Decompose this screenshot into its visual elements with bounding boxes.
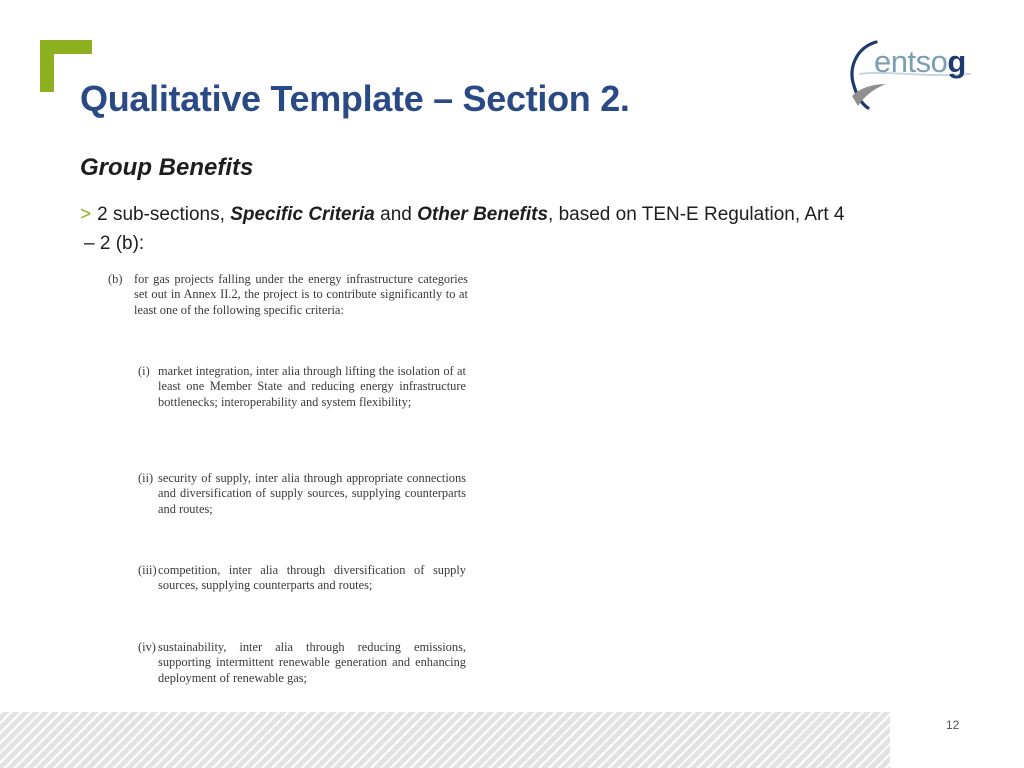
excerpt-item-iii xyxy=(108,563,468,594)
excerpt-item-i xyxy=(108,364,468,410)
bullet-text-before: 2 sub-sections, xyxy=(97,204,231,225)
bullet-point xyxy=(80,200,1000,258)
excerpt-item-text: security of supply, inter alia through appropriate connections and diversification of supply sources, supplying counterparts and routes; xyxy=(158,471,466,516)
entsog-logo xyxy=(846,34,986,114)
excerpt-item-number: (ii) xyxy=(138,471,154,485)
excerpt-item-ii xyxy=(108,471,468,517)
excerpt-item-number: (i) xyxy=(138,364,150,378)
excerpt-item-number: (iv) xyxy=(138,640,156,654)
excerpt-item-b xyxy=(108,272,468,318)
excerpt-item-text: market integration, inter alia through lifting the isolation of at least one Member State and reducing energy infrastructure bottlenecks; interoperability and system flexibility; xyxy=(158,364,466,409)
bullet-emphasis-other-benefits: Other Benefits xyxy=(417,204,549,225)
bullet-line-1 xyxy=(80,200,1000,229)
corner-bracket-vertical xyxy=(40,40,54,92)
bullet-text-after: , based on TEN-E Regulation, Art 4 xyxy=(548,204,845,225)
excerpt-item-iv xyxy=(108,640,468,686)
excerpt-item-text: sustainability, inter alia through reducing emissions, supporting intermittent renewable generation and enhancing deployment of renewable gas; xyxy=(158,640,466,685)
excerpt-item-number: (b) xyxy=(108,272,123,286)
logo-wordmark xyxy=(874,44,966,80)
logo-wordmark-accent: g xyxy=(947,44,966,79)
page-number: 12 xyxy=(946,718,960,732)
bullet-text-mid: and xyxy=(374,204,418,225)
excerpt-item-number: (iii) xyxy=(138,563,157,577)
logo-wordmark-main: entso xyxy=(874,44,948,79)
slide-subtitle: Group Benefits xyxy=(80,154,254,181)
bullet-marker: > xyxy=(80,204,92,225)
bullet-line-2: – 2 (b): xyxy=(84,233,145,254)
footer-stripe-band xyxy=(0,712,890,768)
excerpt-item-text: for gas projects falling under the energy infrastructure categories set out in Annex II.2, the project is to contribute significantly to at least one of the following specific criteria: xyxy=(134,272,468,317)
excerpt-item-text: competition, inter alia through diversification of supply sources, supplying counterparts and routes; xyxy=(158,563,466,593)
bullet-emphasis-specific-criteria: Specific Criteria xyxy=(230,204,375,225)
slide-title: Qualitative Template – Section 2. xyxy=(80,78,630,119)
